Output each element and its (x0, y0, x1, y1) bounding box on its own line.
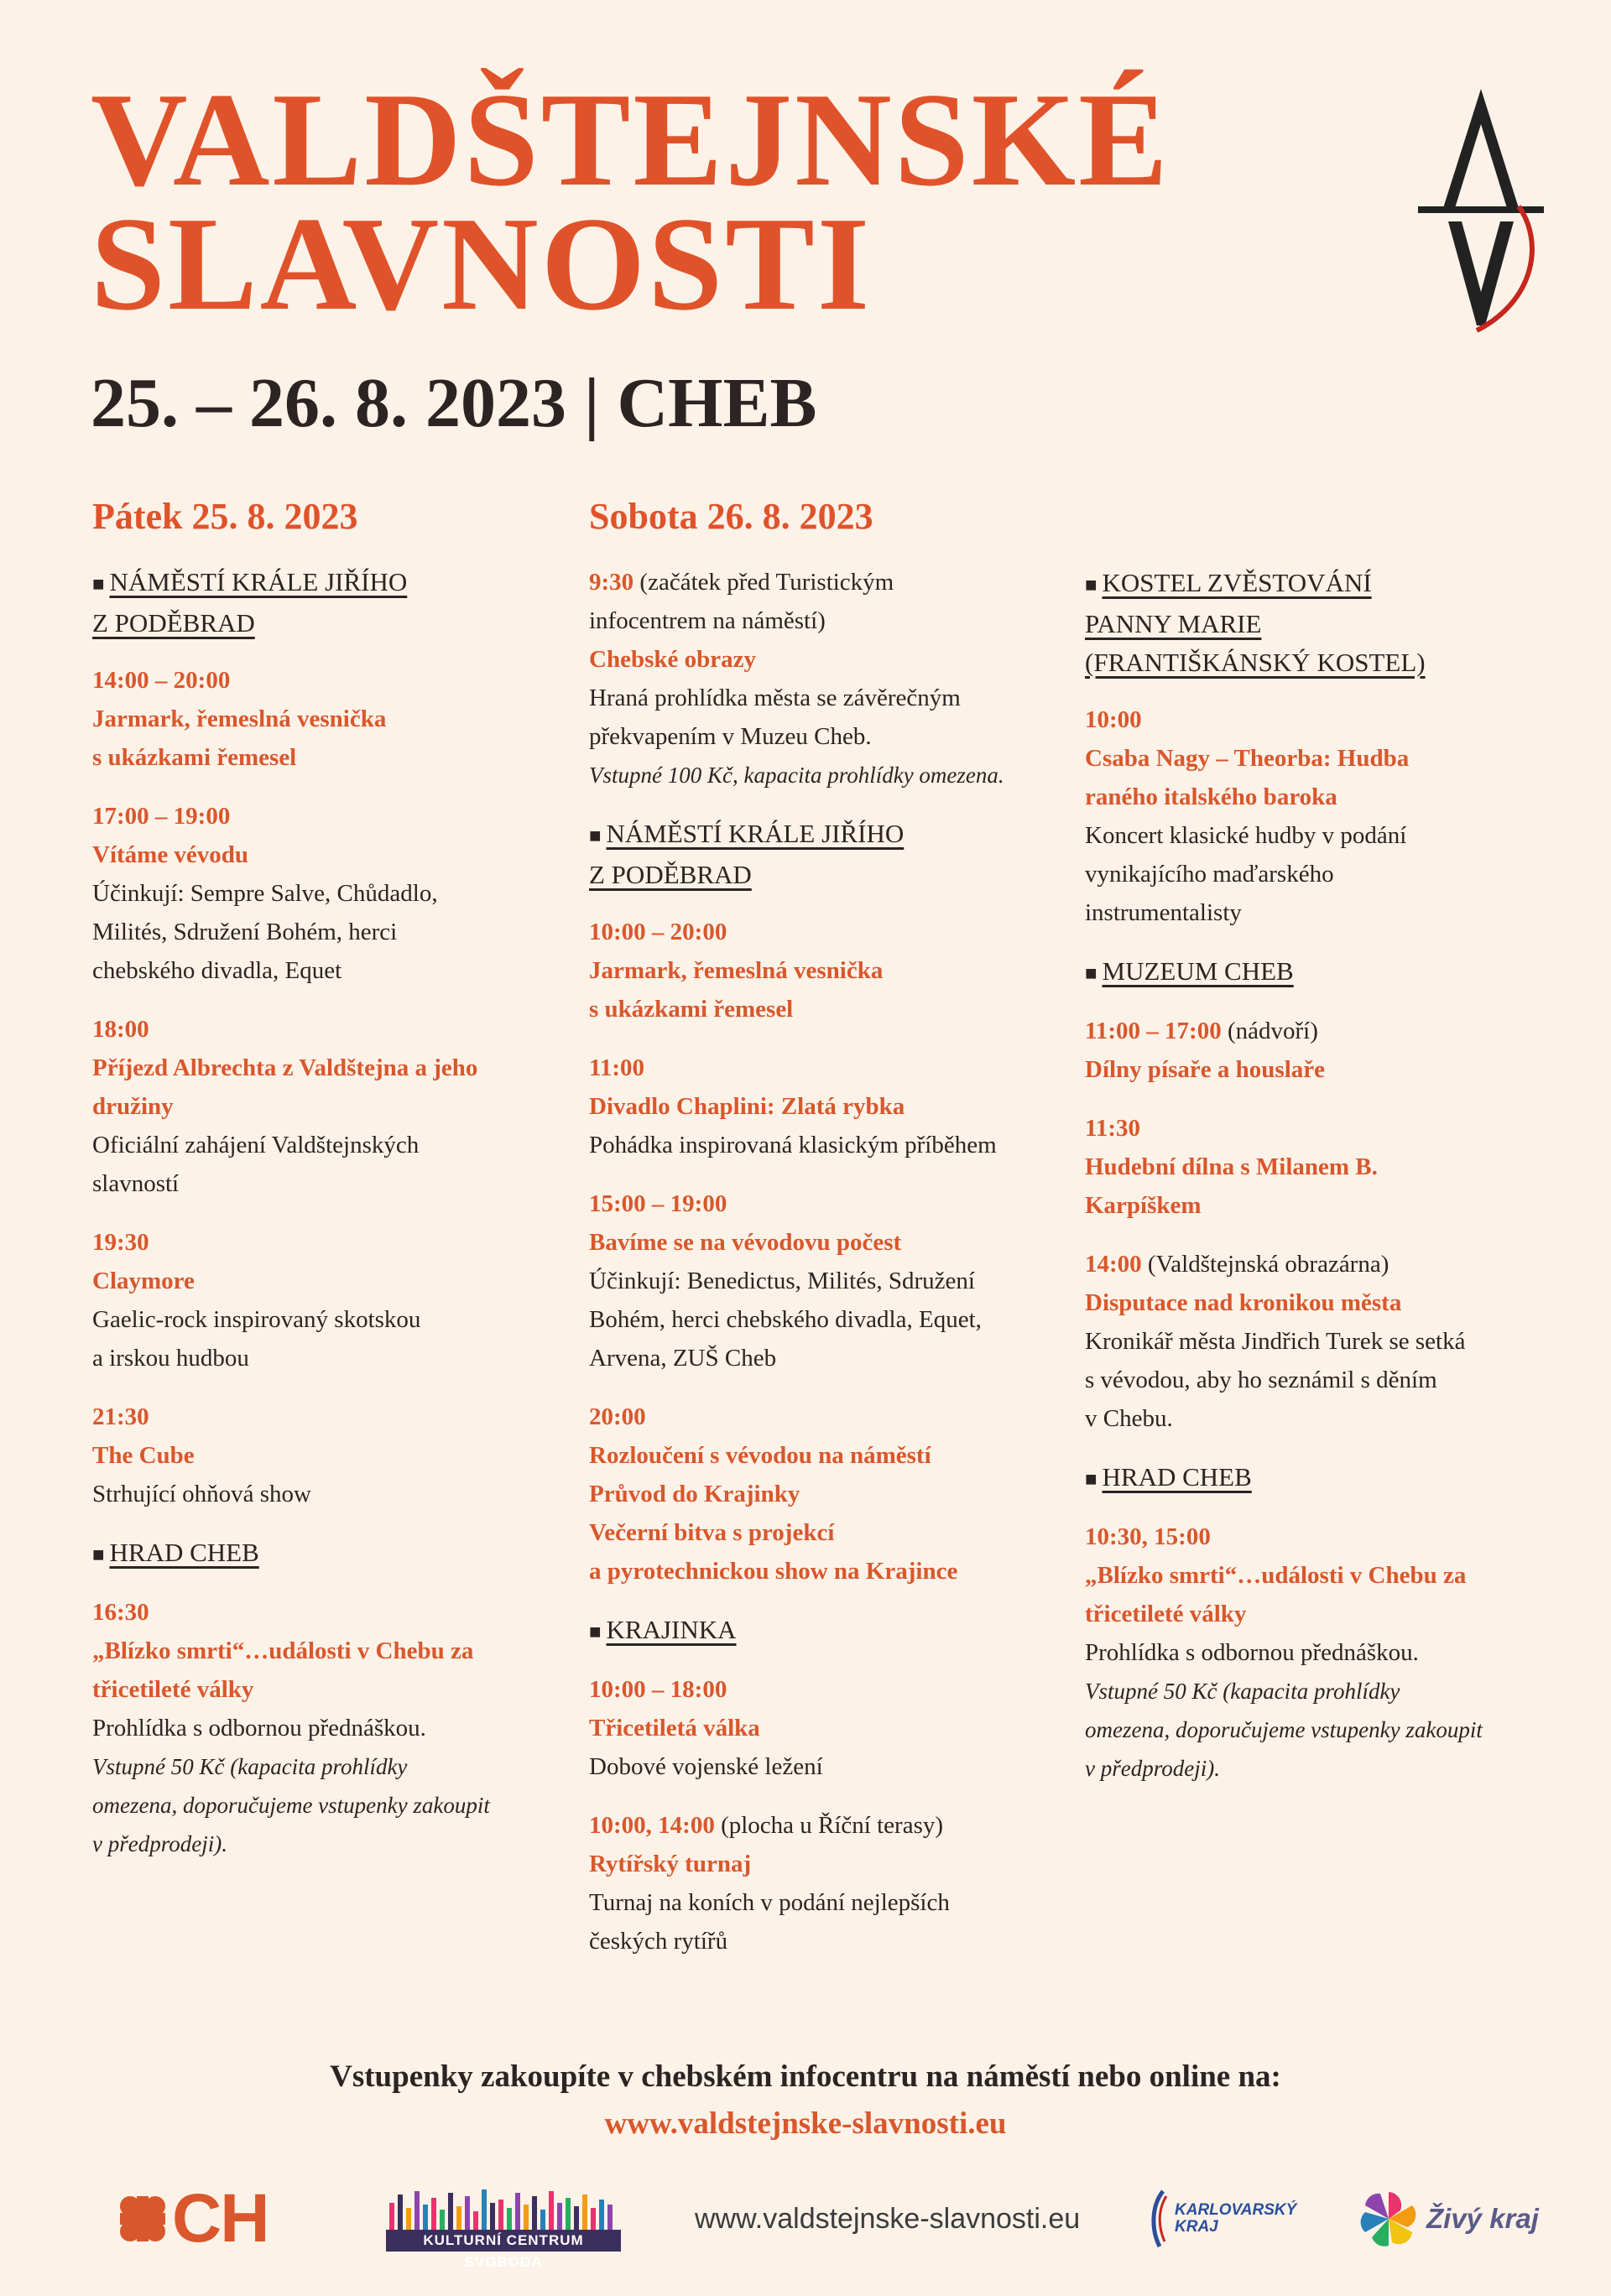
event-description-line: překvapením v Muzeu Cheb. (589, 723, 872, 750)
schedule-event (589, 1184, 1067, 1377)
event-time-line (589, 1184, 1067, 1223)
event-description-line: Dobové vojenské ležení (589, 1753, 823, 1780)
zivy-kraj-logo (1358, 2173, 1539, 2265)
venue-line-text: Z PODĚBRAD (589, 860, 752, 889)
venue-line (589, 1611, 1067, 1652)
event-dateline: 25. – 26. 8. 2023 | CHEB (91, 364, 817, 442)
kcs-bars-icon (386, 2186, 621, 2233)
event-title-line: třicetileté války (1085, 1601, 1247, 1627)
event-time: 10:00, 14:00 (589, 1812, 715, 1839)
event-admission-note: v předprodeji). (1085, 1756, 1220, 1781)
event-title-line: družiny (92, 1093, 174, 1120)
event-title-line: „Blízko smrti“…události v Chebu za (92, 1637, 474, 1664)
event-title-line: raného italského baroka (1085, 784, 1337, 810)
column-saturday-continued (1085, 495, 1555, 1808)
event-description-line: a irskou hudbou (92, 1345, 249, 1372)
event-time: 17:00 – 19:00 (92, 803, 231, 830)
event-time-line (589, 1398, 1067, 1436)
schedule-event (92, 797, 562, 990)
event-title-line: Třicetiletá válka (589, 1715, 760, 1742)
square-bullet-icon: ■ (92, 1544, 105, 1566)
event-title-line: Večerní bitva s projekcí (589, 1519, 835, 1546)
venue-line-text: KOSTEL ZVĚSTOVÁNÍ (1102, 568, 1372, 597)
schedule-event (92, 1010, 562, 1203)
square-bullet-icon: ■ (1085, 963, 1097, 985)
venue-line (1085, 643, 1555, 682)
venue-section (92, 1533, 562, 1863)
event-title-line: Hudební dílna s Milanem B. (1085, 1153, 1378, 1180)
event-description-line: Turnaj na koních v podání nejlepších (589, 1889, 950, 1916)
event-time-line (589, 1806, 1067, 1845)
event-time: 14:00 (1085, 1251, 1142, 1278)
venue-line (589, 856, 1067, 894)
schedule-event (92, 1398, 562, 1513)
schedule-event (1085, 1518, 1555, 1788)
event-description-line: slavností (92, 1170, 180, 1197)
event-admission-note: Vstupné 50 Kč (kapacita prohlídky (92, 1754, 408, 1779)
event-title-line: a pyrotechnickou show na Krajince (589, 1558, 958, 1585)
event-admission-note: omezena, doporučujeme vstupenky zakoupit (92, 1793, 490, 1818)
event-time: 15:00 – 19:00 (589, 1190, 727, 1217)
kcs-logo-text: KULTURNÍ CENTRUM SVOBODA (386, 2230, 621, 2252)
square-bullet-icon: ■ (589, 825, 602, 847)
column-saturday (589, 495, 1067, 1981)
event-time: 19:30 (92, 1229, 149, 1256)
event-admission-note: Vstupné 50 Kč (kapacita prohlídky (1085, 1679, 1400, 1704)
event-title-line: The Cube (92, 1442, 195, 1469)
event-time-line (1085, 700, 1555, 739)
event-title-line: Dílny písaře a houslaře (1085, 1056, 1325, 1083)
venue-line-text: KRAJINKA (606, 1615, 737, 1644)
event-location-note-line: infocentrem na náměstí) (589, 607, 826, 634)
event-time-line (589, 1670, 1067, 1709)
event-time: 20:00 (589, 1403, 646, 1430)
page-title (91, 65, 1170, 338)
event-time-line (1085, 1109, 1555, 1148)
event-time: 14:00 – 20:00 (92, 667, 231, 694)
event-description-line: Hraná prohlídka města se závěrečným (589, 685, 961, 711)
av-monogram-logo (1418, 82, 1544, 334)
venue-heading (1085, 1458, 1555, 1499)
event-title-line: Claymore (92, 1268, 195, 1294)
venue-heading (92, 1533, 562, 1575)
cheb-logo-text: CH (172, 2180, 268, 2257)
event-time-line (92, 1223, 562, 1262)
square-bullet-icon: ■ (1085, 575, 1097, 596)
event-description-line: českých rytířů (589, 1928, 728, 1955)
venue-heading (92, 563, 562, 643)
event-time: 10:30, 15:00 (1085, 1523, 1211, 1550)
column-friday (92, 495, 562, 1883)
event-description-line: Prohlídka s odbornou přednáškou. (92, 1715, 426, 1742)
website-text[interactable]: www.valdstejnske-slavnosti.eu (695, 2202, 1081, 2235)
zivy-kraj-text: Živý kraj (1426, 2203, 1539, 2234)
tickets-url-link[interactable]: www.valdstejnske-slavnosti.eu (604, 2106, 1007, 2141)
event-location-note: (začátek před Turistickým (633, 569, 894, 596)
kulturni-centrum-svoboda-logo (386, 2173, 621, 2270)
venue-heading (589, 1611, 1067, 1652)
square-bullet-icon: ■ (92, 574, 105, 596)
event-time-line (92, 1398, 562, 1436)
venue-line (1085, 605, 1555, 643)
schedule-event (589, 563, 1067, 794)
venue-line (1085, 1458, 1555, 1499)
square-bullet-icon: ■ (1085, 1469, 1097, 1491)
pinwheel-flower-icon (1358, 2188, 1420, 2250)
event-admission-note: Vstupné 100 Kč, kapacita prohlídky omezena. (589, 763, 1004, 788)
event-time: 10:00 – 20:00 (589, 919, 727, 945)
event-title-line: Karpíškem (1085, 1192, 1202, 1219)
event-title-line: Příjezd Albrechta z Valdštejna a jeho (92, 1054, 478, 1081)
event-title-line: Divadlo Chaplini: Zlatá rybka (589, 1093, 905, 1120)
karlovarsky-kraj-logo (1148, 2173, 1296, 2265)
venue-line-text: NÁMĚSTÍ KRÁLE JIŘÍHO (109, 567, 408, 596)
venue-section (1085, 952, 1555, 1438)
event-time: 11:00 – 17:00 (1085, 1018, 1222, 1044)
schedule-event (92, 1223, 562, 1377)
venue-line-text: HRAD CHEB (1102, 1462, 1252, 1492)
venue-line-text: NÁMĚSTÍ KRÁLE JIŘÍHO (606, 819, 905, 848)
event-time: 11:30 (1085, 1115, 1141, 1142)
venue-section (1085, 564, 1555, 932)
event-time: 10:00 (1085, 706, 1142, 733)
event-time-line (92, 797, 562, 836)
venue-section (589, 815, 1067, 1591)
event-description-line: instrumentalisty (1085, 899, 1242, 926)
event-time-line (92, 1593, 562, 1632)
venue-line-text: MUZEUM CHEB (1102, 956, 1294, 986)
venue-line-text: HRAD CHEB (109, 1538, 259, 1567)
event-time: 16:30 (92, 1599, 149, 1626)
event-time-line (1085, 1518, 1555, 1556)
event-time: 10:00 – 18:00 (589, 1676, 727, 1703)
venue-line-text: PANNY MARIE (1085, 609, 1262, 638)
venue-line (1085, 564, 1555, 605)
event-time-line (589, 563, 1067, 601)
schedule-event (589, 1398, 1067, 1591)
schedule-event (589, 913, 1067, 1028)
title-line-1: VALDŠTEJNSKÉ (91, 65, 1170, 214)
event-location-note: (Valdštejnská obrazárna) (1141, 1251, 1389, 1278)
event-title-line: Průvod do Krajinky (589, 1481, 800, 1507)
day-heading: Pátek 25. 8. 2023 (92, 496, 358, 537)
schedule-event (92, 661, 562, 777)
event-title-line: s ukázkami řemesel (589, 996, 794, 1023)
event-title-line: Rytířský turnaj (589, 1851, 752, 1877)
event-description-line: v Chebu. (1085, 1405, 1173, 1432)
event-description-line: Pohádka inspirovaná klasickým příběhem (589, 1132, 997, 1158)
venue-heading (589, 815, 1067, 894)
venue-section (1085, 1458, 1555, 1788)
venue-line (589, 815, 1067, 856)
schedule-event (589, 1806, 1067, 1960)
event-description-line: Účinkují: Benedictus, Milités, Sdružení (589, 1268, 975, 1294)
event-description-line: chebského divadla, Equet (92, 957, 342, 984)
schedule-event (1085, 1245, 1555, 1438)
event-title-line: Chebské obrazy (589, 646, 756, 673)
event-title-line: s ukázkami řemesel (92, 744, 297, 771)
event-time-line (589, 913, 1067, 951)
event-description-line: s vévodou, aby ho seznámil s děním (1085, 1367, 1437, 1393)
venue-line-text: Z PODĚBRAD (92, 608, 255, 638)
event-time: 11:00 (589, 1054, 645, 1081)
event-admission-note: v předprodeji). (92, 1831, 227, 1856)
event-time-line (1085, 1245, 1555, 1283)
event-description-line: Oficiální zahájení Valdštejnských (92, 1132, 420, 1158)
venue-line (1085, 952, 1555, 993)
event-title-line: Rozloučení s vévodou na náměstí (589, 1442, 931, 1469)
event-time-line (92, 1010, 562, 1049)
schedule-event (589, 1049, 1067, 1164)
event-description-line: Milités, Sdružení Bohém, herci (92, 919, 398, 945)
event-title-line: Vítáme vévodu (92, 841, 249, 868)
event-description-line: Arvena, ZUŠ Cheb (589, 1345, 777, 1372)
karlovarsky-kraj-swoosh-icon (1148, 2189, 1170, 2248)
schedule-event (92, 1593, 562, 1863)
event-time: 21:30 (92, 1403, 149, 1430)
event-title-line: Disputace nad kronikou města (1085, 1289, 1402, 1316)
day-heading: Sobota 26. 8. 2023 (589, 496, 873, 537)
cheb-city-logo (113, 2173, 268, 2265)
kk-line-1: KARLOVARSKÝ (1175, 2201, 1297, 2219)
event-title-line: Jarmark, řemeslná vesnička (589, 957, 884, 984)
event-description-line: Prohlídka s odbornou přednáškou. (1085, 1639, 1419, 1666)
venue-section (589, 1611, 1067, 1960)
event-admission-note: omezena, doporučujeme vstupenky zakoupit (1085, 1717, 1483, 1742)
venue-line-text: (FRANTIŠKÁNSKÝ KOSTEL) (1085, 648, 1426, 677)
event-description-line: Bohém, herci chebského divadla, Equet, (589, 1306, 982, 1333)
event-time-line (589, 1049, 1067, 1087)
event-title-line: Csaba Nagy – Theorba: Hudba (1085, 745, 1410, 772)
venue-line (92, 563, 562, 604)
event-location-note: (plocha u Říční terasy) (714, 1812, 944, 1839)
event-time-line (1085, 1012, 1555, 1050)
venue-heading (1085, 564, 1555, 682)
event-time: 9:30 (589, 569, 634, 596)
event-time-line (92, 661, 562, 700)
partner-logos (0, 2173, 1611, 2270)
tickets-info (0, 2054, 1611, 2148)
event-title-line: třicetileté války (92, 1676, 254, 1703)
venue-section (589, 563, 1067, 794)
tickets-text: Vstupenky zakoupíte v chebském infocentru na náměstí nebo online na: (330, 2059, 1281, 2094)
event-description-line: Strhující ohňová show (92, 1481, 311, 1507)
event-time: 18:00 (92, 1016, 149, 1043)
title-line-2: SLAVNOSTI (91, 189, 873, 338)
event-location-note: (nádvoří) (1221, 1018, 1318, 1044)
event-description-line: Účinkují: Sempre Salve, Chůdadlo, (92, 880, 438, 907)
event-title-line: Jarmark, řemeslná vesnička (92, 705, 387, 732)
schedule-event (1085, 700, 1555, 932)
venue-section (92, 563, 562, 1513)
event-description-line: Gaelic-rock inspirovaný skotskou (92, 1306, 421, 1333)
event-description-line: vynikajícího maďarského (1085, 861, 1334, 888)
event-title-line: „Blízko smrti“…události v Chebu za (1085, 1562, 1467, 1589)
event-description-line: Koncert klasické hudby v podání (1085, 822, 1407, 849)
cheb-cross-icon (113, 2189, 172, 2248)
event-title-line: Bavíme se na vévodovu počest (589, 1229, 902, 1256)
schedule-event (1085, 1109, 1555, 1225)
schedule-event (589, 1670, 1067, 1786)
venue-heading (1085, 952, 1555, 993)
schedule-event (1085, 1012, 1555, 1089)
kk-line-2: KRAJ (1175, 2218, 1218, 2236)
square-bullet-icon: ■ (589, 1622, 602, 1643)
venue-line (92, 604, 562, 643)
event-description-line: Kronikář města Jindřich Turek se setká (1085, 1328, 1466, 1355)
venue-line (92, 1533, 562, 1575)
